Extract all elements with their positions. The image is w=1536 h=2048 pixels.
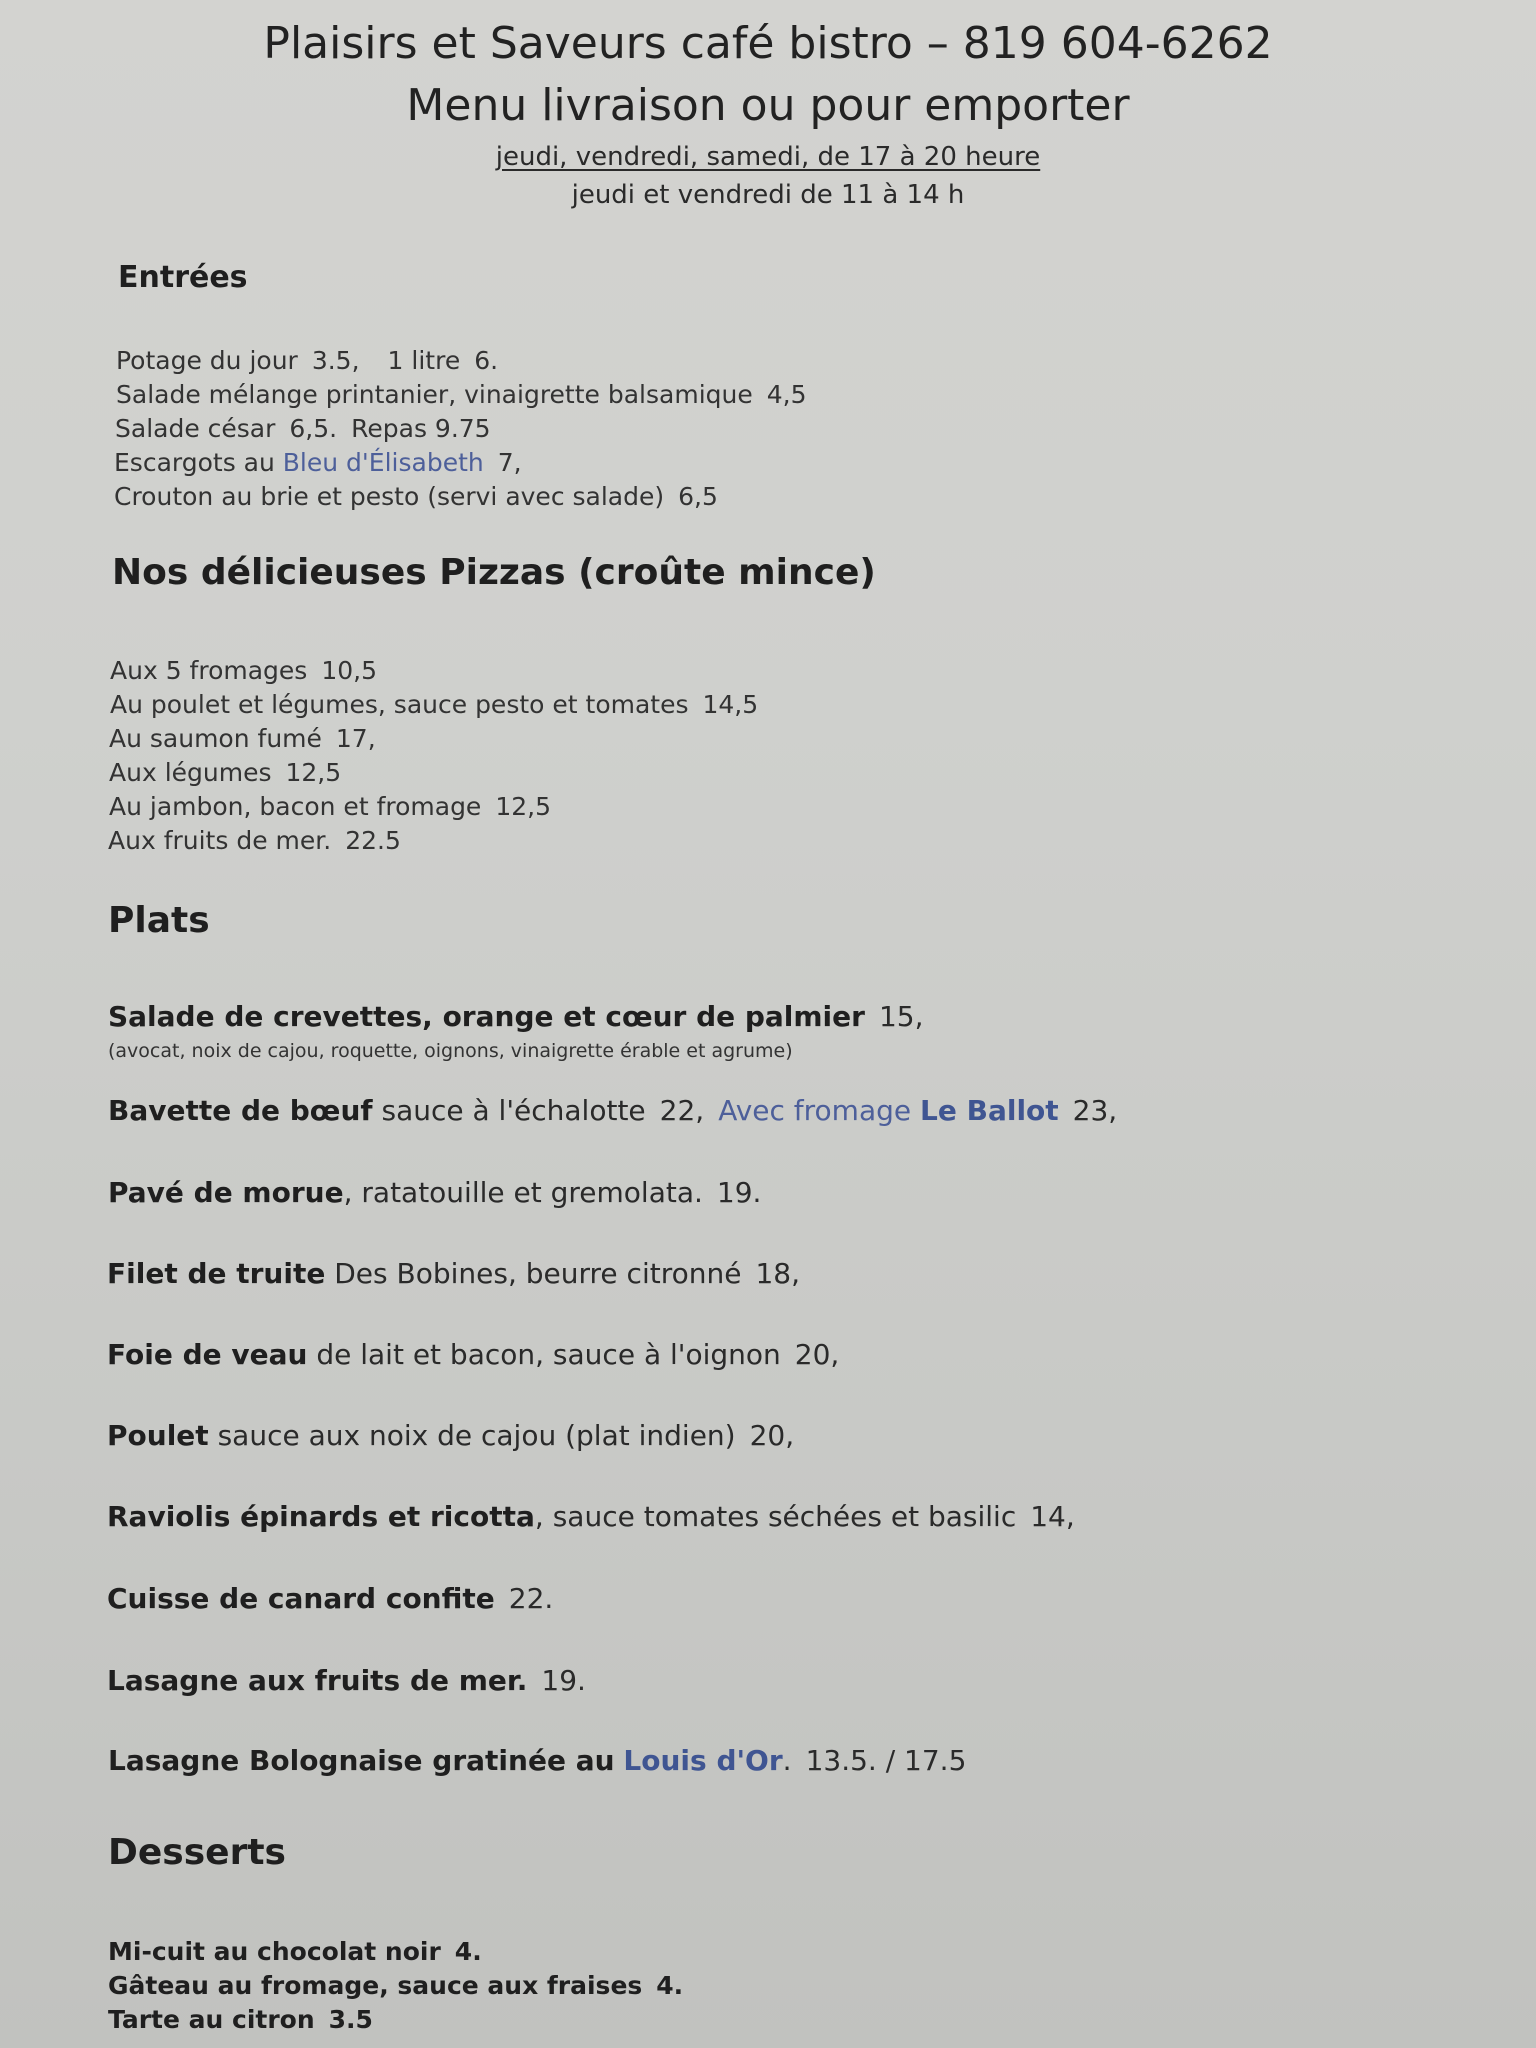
item-extra-price: 6. [474, 346, 499, 375]
item-name: Salade de crevettes, orange et cœur de palmier [108, 1000, 865, 1033]
list-item [110, 656, 377, 685]
list-item [107, 1257, 800, 1290]
item-name: Poulet [107, 1419, 209, 1452]
page-subtitle: Menu livraison ou pour emporter [406, 80, 1130, 131]
item-name: Lasagne aux fruits de mer. [107, 1664, 528, 1697]
section-heading-plats: Plats [108, 900, 210, 941]
item-description: , sauce tomates séchées et basilic [534, 1500, 1017, 1533]
section-heading-entrees: Entrées [118, 260, 248, 295]
list-item [116, 380, 807, 409]
item-name: Aux fruits de mer. [108, 826, 332, 855]
item-name: Escargots au [114, 448, 275, 477]
item-description: sauce aux noix de cajou (plat indien) [217, 1419, 736, 1452]
item-highlight: Louis d'Or [623, 1744, 783, 1777]
section-heading-pizzas: Nos délicieuses Pizzas (croûte mince) [112, 552, 876, 593]
list-item [108, 826, 401, 855]
item-price: 6,5 [678, 482, 718, 511]
list-item [108, 1000, 924, 1033]
item-description: Des Bobines, beurre citronné [334, 1257, 742, 1290]
item-description: de lait et bacon, sauce à l'oignon [316, 1338, 781, 1371]
item-highlight: Bleu d'Élisabeth [282, 448, 484, 477]
item-description: , ratatouille et gremolata. [343, 1176, 703, 1209]
page-title: Plaisirs et Saveurs café bistro – 819 604-6262 [263, 18, 1273, 69]
section-heading-desserts: Desserts [108, 1832, 286, 1873]
item-price: 22.5 [345, 826, 401, 855]
item-name: Aux 5 fromages [110, 656, 308, 685]
item-description: sauce à l'échalotte [381, 1094, 646, 1127]
item-price: 3.5 [328, 2005, 373, 2034]
item-name: Pavé de morue [108, 1176, 344, 1209]
list-item [114, 448, 522, 477]
list-item [109, 724, 376, 753]
list-item [110, 690, 758, 719]
item-extra-name: 1 litre [387, 346, 461, 375]
item-option-highlight: Le Ballot [920, 1094, 1059, 1127]
item-price: 14,5 [702, 690, 759, 719]
item-price: 4,5 [766, 380, 807, 409]
item-option-price: 23, [1072, 1094, 1118, 1127]
item-name: Crouton au brie et pesto (servi avec salade) [114, 482, 665, 511]
item-name: Filet de truite [107, 1257, 326, 1290]
list-item [114, 482, 718, 511]
item-name: Foie de veau [107, 1338, 308, 1371]
item-name: Aux légumes [109, 758, 272, 787]
item-name: Tarte au citron [108, 2005, 315, 2034]
hours-evening: jeudi, vendredi, samedi, de 17 à 20 heure [495, 142, 1041, 172]
item-price: 19. [541, 1664, 586, 1697]
item-description: . [782, 1744, 792, 1777]
item-option-text: Avec fromage [718, 1094, 912, 1127]
item-price: 13.5. / 17.5 [805, 1744, 967, 1777]
item-name: Gâteau au fromage, sauce aux fraises [108, 1971, 643, 2000]
item-price: 19. [716, 1176, 762, 1209]
item-price: 4. [454, 1937, 482, 1966]
item-price: 20, [749, 1419, 795, 1452]
item-name: Mi-cuit au chocolat noir [108, 1937, 441, 1966]
item-price: 22. [508, 1582, 554, 1615]
item-name: Salade mélange printanier, vinaigrette balsamique [116, 380, 753, 409]
item-name: Cuisse de canard confite [107, 1582, 495, 1615]
item-name: Raviolis épinards et ricotta [107, 1500, 535, 1533]
list-item [108, 1176, 761, 1209]
item-name: Salade césar [115, 414, 276, 443]
item-name: Au poulet et légumes, sauce pesto et tomates [110, 690, 689, 719]
list-item [116, 346, 498, 375]
item-extra-price: 9.75 [434, 414, 491, 443]
item-price: 10,5 [321, 656, 377, 685]
list-item [115, 414, 491, 443]
item-price: 3.5, [311, 346, 360, 375]
hours-lunch: jeudi et vendredi de 11 à 14 h [571, 180, 965, 210]
item-price: 7, [497, 448, 522, 477]
item-price: 12,5 [285, 758, 342, 787]
item-price: 20, [794, 1338, 840, 1371]
item-name: Au jambon, bacon et fromage [109, 792, 482, 821]
list-item [107, 1419, 794, 1452]
item-price: 18, [755, 1257, 800, 1290]
item-extra-name: Repas [351, 414, 427, 443]
item-name: Bavette de bœuf [108, 1094, 373, 1127]
item-price: 22, [659, 1094, 705, 1127]
list-item [107, 1664, 586, 1697]
item-price: 14, [1030, 1500, 1075, 1533]
list-item [108, 2005, 373, 2034]
list-item [109, 792, 551, 821]
item-note: (avocat, noix de cajou, roquette, oignons, vinaigrette érable et agrume) [108, 1040, 793, 1062]
item-price: 15, [878, 1000, 924, 1033]
list-item [107, 1582, 553, 1615]
item-price: 6,5. [289, 414, 338, 443]
item-name: Lasagne Bolognaise gratinée au [108, 1744, 615, 1777]
list-item [108, 1937, 482, 1966]
item-price: 17, [335, 724, 376, 753]
item-name: Au saumon fumé [109, 724, 322, 753]
list-item [108, 1744, 966, 1777]
item-name: Potage du jour [116, 346, 298, 375]
list-item [108, 1971, 683, 2000]
list-item [107, 1338, 839, 1371]
item-price: 12,5 [495, 792, 551, 821]
list-item [108, 1094, 1117, 1127]
list-item [109, 758, 341, 787]
item-price: 4. [656, 1971, 684, 2000]
list-item [107, 1500, 1075, 1533]
